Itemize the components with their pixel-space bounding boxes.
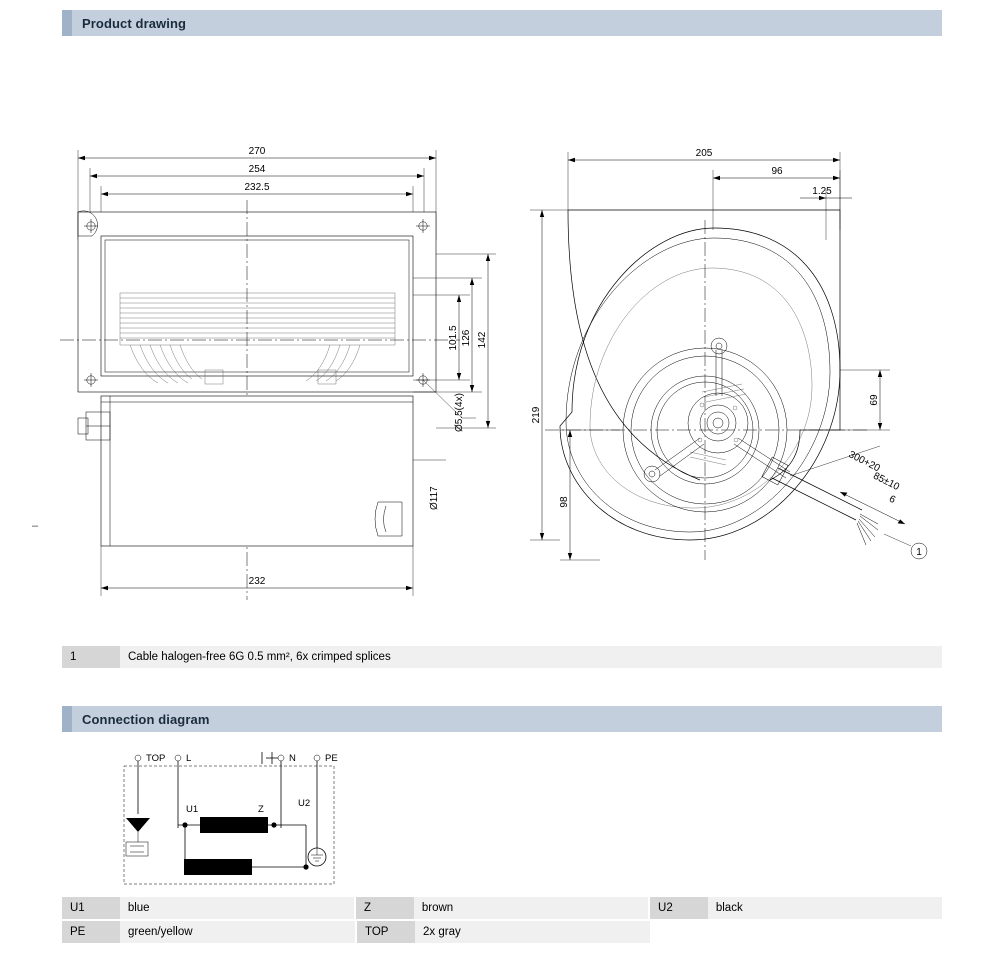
dim-1-25: 1.25 — [812, 186, 832, 197]
legend-value-pe: green/yellow — [120, 921, 355, 943]
section-title: Product drawing — [82, 15, 187, 31]
terminal-label-n: N — [289, 753, 296, 764]
connection-diagram-figure — [0, 736, 1000, 896]
section-header-product-drawing — [62, 10, 942, 36]
callout-300: 300+20 — [846, 449, 882, 475]
legend-key-top: TOP — [357, 921, 415, 943]
product-drawing-figure — [0, 40, 1000, 640]
legend-key-u2: U2 — [650, 897, 708, 919]
winding-label-u2: U2 — [298, 798, 311, 809]
callout-85: 85±10 — [871, 470, 901, 493]
callout-d55: Ø5.5(4x) — [454, 393, 465, 432]
note-key: 1 — [62, 646, 120, 668]
legend-value-top: 2x gray — [415, 921, 650, 943]
dim-205: 205 — [695, 148, 713, 159]
dim-232-5: 232.5 — [244, 182, 270, 193]
winding-label-z: Z — [258, 804, 264, 815]
section-header-accent-bar-2 — [62, 706, 72, 732]
legend-row — [62, 897, 942, 919]
note-row — [62, 646, 942, 669]
section-title-2: Connection diagram — [82, 711, 210, 727]
dim-142: 142 — [477, 331, 488, 349]
dim-98: 98 — [559, 496, 570, 508]
legend-key-z: Z — [356, 897, 414, 919]
dim-101-5: 101.5 — [448, 325, 459, 351]
dim-254: 254 — [248, 164, 266, 175]
legend-key-pe: PE — [62, 921, 120, 943]
connection-legend-table — [62, 897, 942, 945]
dim-219: 219 — [531, 406, 542, 424]
note-text: Cable halogen-free 6G 0.5 mm², 6x crimped splices — [120, 646, 942, 668]
legend-row — [62, 921, 942, 943]
legend-value-u2: black — [708, 897, 942, 919]
section-header-accent-bar — [62, 10, 72, 36]
balloon-1: 1 — [916, 547, 922, 558]
legend-key-u1: U1 — [62, 897, 120, 919]
callout-d117: Ø117 — [429, 486, 440, 510]
legend-value-z: brown — [414, 897, 648, 919]
dim-6: 6 — [887, 493, 898, 506]
terminal-label-top: TOP — [146, 753, 166, 764]
dim-69: 69 — [869, 394, 880, 406]
section-header-connection-diagram — [62, 706, 942, 732]
terminal-label-pe: PE — [325, 753, 338, 764]
dim-126: 126 — [461, 329, 472, 347]
legend-value-u1: blue — [120, 897, 354, 919]
page-edge-mark: – — [32, 520, 39, 532]
dim-232: 232 — [248, 576, 266, 587]
winding-label-u1: U1 — [186, 804, 199, 815]
terminal-label-l: L — [186, 753, 192, 764]
dim-96: 96 — [771, 166, 783, 177]
dim-270: 270 — [248, 146, 266, 157]
